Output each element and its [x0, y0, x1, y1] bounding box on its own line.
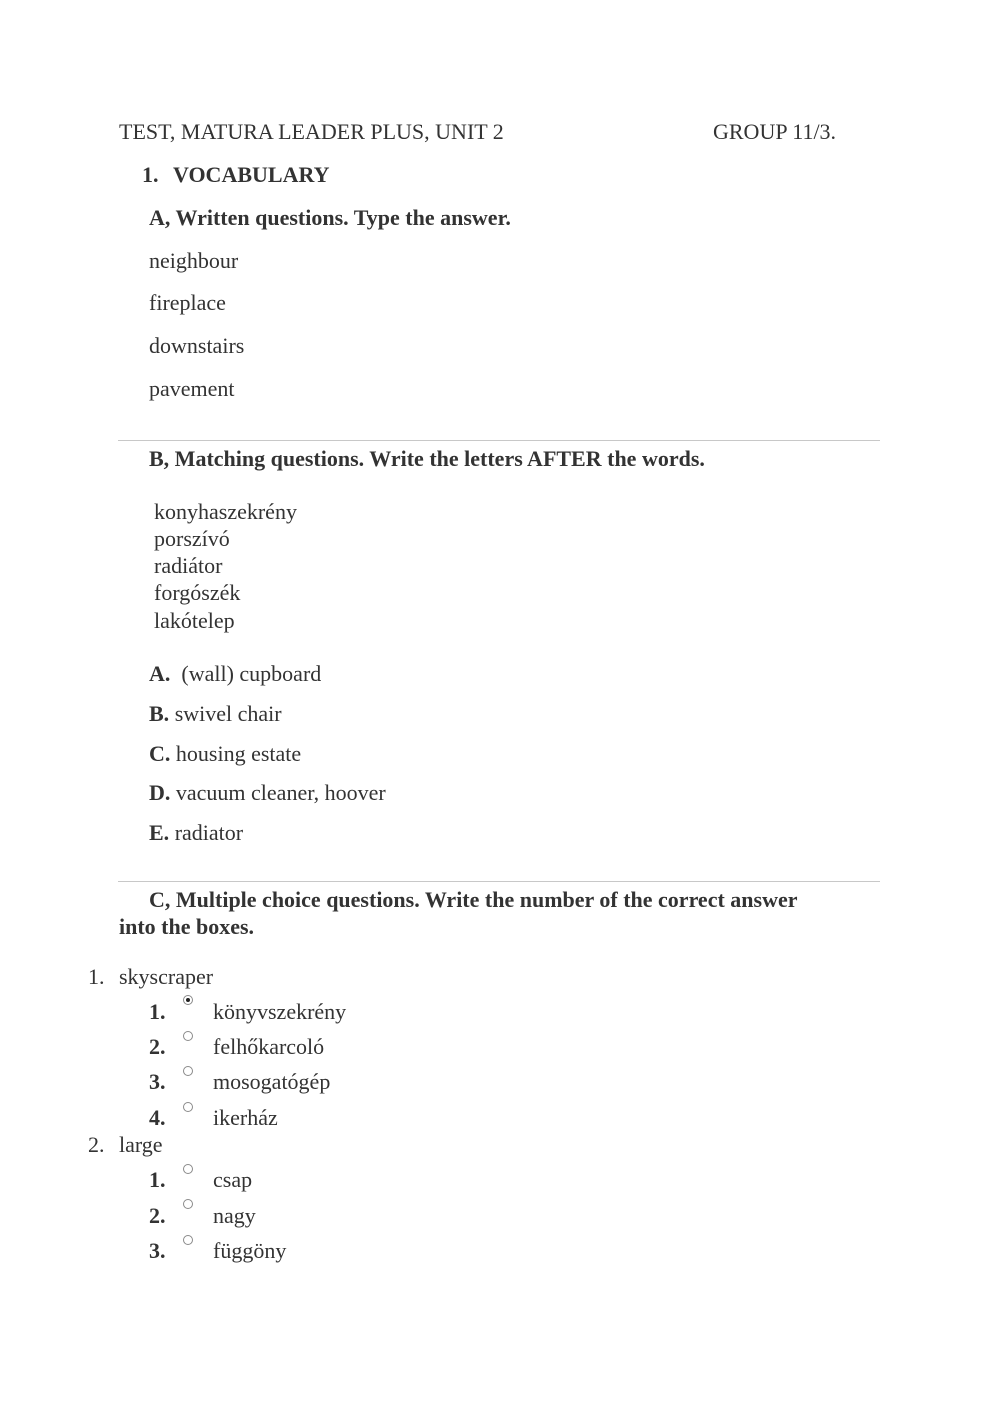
- written-word: fireplace: [149, 290, 226, 315]
- group-label: GROUP 11/3.: [713, 119, 837, 144]
- option-letter: A.: [149, 661, 171, 686]
- option-text: (wall) cupboard: [181, 661, 322, 686]
- part-c-heading-cont: into the boxes.: [119, 914, 255, 939]
- choice-radio[interactable]: [183, 1102, 193, 1112]
- choice-text: mosogatógép: [213, 1069, 331, 1094]
- choice-text: felhőkarcoló: [213, 1034, 325, 1059]
- part-b-heading: B, Matching questions. Write the letters AFTER the words.: [149, 446, 705, 471]
- choice-radio[interactable]: [183, 1031, 193, 1041]
- divider: [118, 881, 880, 882]
- choice-number: 2.: [149, 1203, 166, 1228]
- matching-word: lakótelep: [154, 608, 235, 633]
- section-title: VOCABULARY: [173, 162, 330, 187]
- choice-text: ikerház: [213, 1105, 278, 1130]
- choice-text: függöny: [213, 1238, 287, 1263]
- divider: [118, 440, 880, 441]
- choice-number: 3.: [149, 1069, 166, 1094]
- matching-word: porszívó: [154, 526, 230, 551]
- matching-option: [149, 661, 321, 687]
- written-word: downstairs: [149, 333, 245, 358]
- choice-text: könyvszekrény: [213, 999, 347, 1024]
- test-title: TEST, MATURA LEADER PLUS, UNIT 2: [119, 119, 504, 144]
- section-number: 1.: [142, 162, 159, 187]
- choice-text: nagy: [213, 1203, 256, 1228]
- choice-radio[interactable]: [183, 1235, 193, 1245]
- choice-text: csap: [213, 1167, 253, 1192]
- matching-option: [149, 701, 282, 727]
- part-c-heading: C, Multiple choice questions. Write the number of the correct answer: [149, 887, 798, 912]
- part-a-heading: A, Written questions. Type the answer.: [149, 205, 511, 230]
- option-text: housing estate: [175, 741, 302, 766]
- option-text: swivel chair: [174, 701, 282, 726]
- choice-radio[interactable]: [183, 1199, 193, 1209]
- matching-option: [149, 820, 243, 846]
- matching-option: [149, 741, 301, 767]
- question-number: 1.: [88, 964, 105, 989]
- option-letter: B.: [149, 701, 170, 726]
- option-letter: D.: [149, 780, 171, 805]
- matching-word: forgószék: [154, 580, 241, 605]
- question-word: skyscraper: [119, 964, 214, 989]
- choice-number: 1.: [149, 1167, 166, 1192]
- matching-option: [149, 780, 386, 806]
- choice-radio[interactable]: [183, 1066, 193, 1076]
- option-letter: C.: [149, 741, 171, 766]
- question-number: 2.: [88, 1132, 105, 1157]
- choice-number: 2.: [149, 1034, 166, 1059]
- choice-number: 3.: [149, 1238, 166, 1263]
- written-word: neighbour: [149, 248, 239, 273]
- written-word: pavement: [149, 376, 235, 401]
- choice-number: 1.: [149, 999, 166, 1024]
- choice-number: 4.: [149, 1105, 166, 1130]
- question-word: large: [119, 1132, 163, 1157]
- matching-word: radiátor: [154, 553, 223, 578]
- option-letter: E.: [149, 820, 170, 845]
- matching-word: konyhaszekrény: [154, 499, 297, 524]
- choice-radio[interactable]: [183, 995, 193, 1005]
- option-text: radiator: [174, 820, 244, 845]
- choice-radio[interactable]: [183, 1164, 193, 1174]
- option-text: vacuum cleaner, hoover: [175, 780, 386, 805]
